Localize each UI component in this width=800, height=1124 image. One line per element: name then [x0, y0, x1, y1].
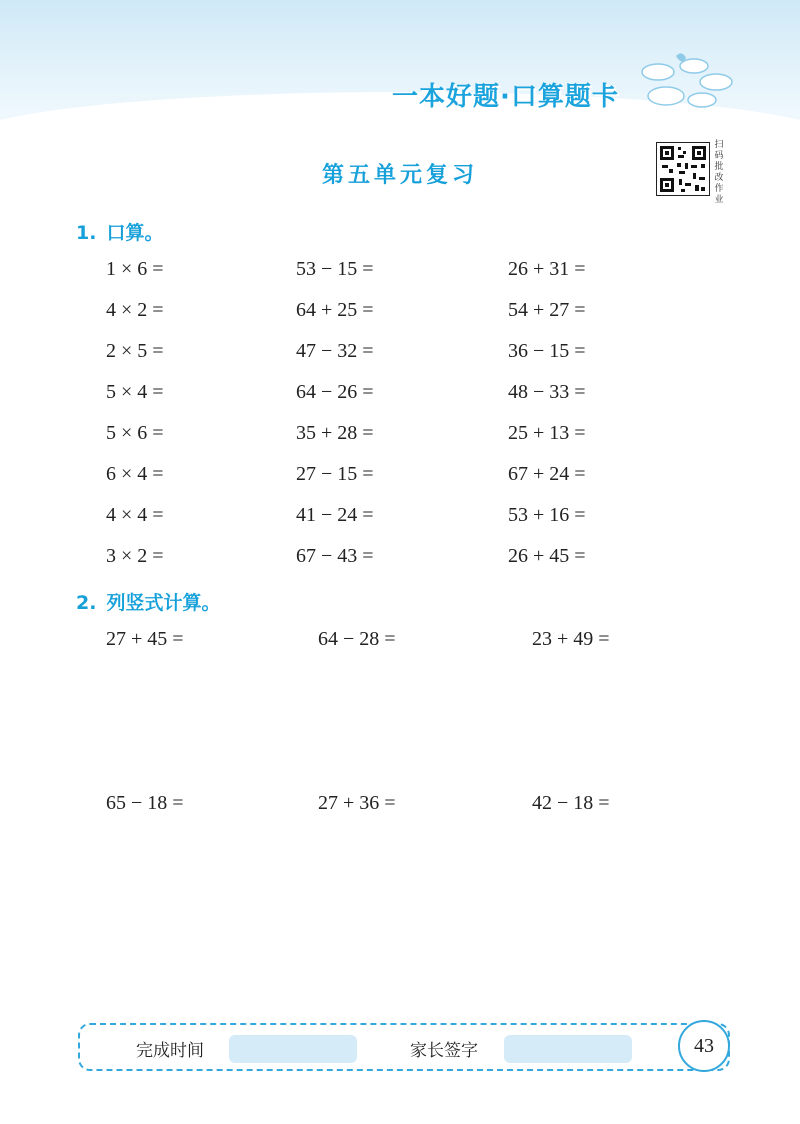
- equation: 4 × 2 =: [106, 299, 164, 321]
- equation: 65 − 18 =: [106, 792, 184, 814]
- equation: 23 + 49 =: [532, 628, 610, 650]
- equation: 64 − 28 =: [318, 628, 396, 650]
- page-number: 43: [678, 1020, 730, 1072]
- equation: 41 − 24 =: [296, 504, 374, 526]
- equation: 36 − 15 =: [508, 340, 586, 362]
- equation: 3 × 2 =: [106, 545, 164, 567]
- equation: 25 + 13 =: [508, 422, 586, 444]
- section-2-title: 列竖式计算。: [106, 592, 221, 614]
- parent-signature-field[interactable]: [504, 1035, 632, 1063]
- equation: 6 × 4 =: [106, 463, 164, 485]
- qr-caption: 扫码批改作业: [714, 140, 724, 205]
- section-2-number: 2.: [76, 592, 97, 614]
- section-1-title: 口算。: [106, 222, 164, 244]
- header-title: 一本好题·口算题卡: [392, 82, 619, 112]
- section-1-heading: [76, 218, 163, 245]
- equation: 1 × 6 =: [106, 258, 164, 280]
- equation: 27 − 15 =: [296, 463, 374, 485]
- equation: 67 − 43 =: [296, 545, 374, 567]
- equation: 64 − 26 =: [296, 381, 374, 403]
- equation: 64 + 25 =: [296, 299, 374, 321]
- equation: 5 × 6 =: [106, 422, 164, 444]
- unit-title: 第五单元复习: [321, 163, 478, 188]
- equation: 67 + 24 =: [508, 463, 586, 485]
- equation: 54 + 27 =: [508, 299, 586, 321]
- parent-signature-label: 家长签字: [410, 1041, 478, 1061]
- equation: 47 − 32 =: [296, 340, 374, 362]
- completion-time-label: 完成时间: [136, 1041, 204, 1061]
- equation: 5 × 4 =: [106, 381, 164, 403]
- equation: 35 + 28 =: [296, 422, 374, 444]
- equation: 26 + 45 =: [508, 545, 586, 567]
- equation: 27 + 45 =: [106, 628, 184, 650]
- section-2-heading: [76, 588, 220, 615]
- equation: 53 + 16 =: [508, 504, 586, 526]
- equation: 53 − 15 =: [296, 258, 374, 280]
- equation: 27 + 36 =: [318, 792, 396, 814]
- equation: 26 + 31 =: [508, 258, 586, 280]
- cloud-icon: [636, 52, 736, 112]
- equation: 2 × 5 =: [106, 340, 164, 362]
- page-header: [0, 0, 800, 132]
- completion-time-field[interactable]: [229, 1035, 357, 1063]
- equation: 4 × 4 =: [106, 504, 164, 526]
- equation: 48 − 33 =: [508, 381, 586, 403]
- equation: 42 − 18 =: [532, 792, 610, 814]
- section-1-number: 1.: [76, 222, 97, 244]
